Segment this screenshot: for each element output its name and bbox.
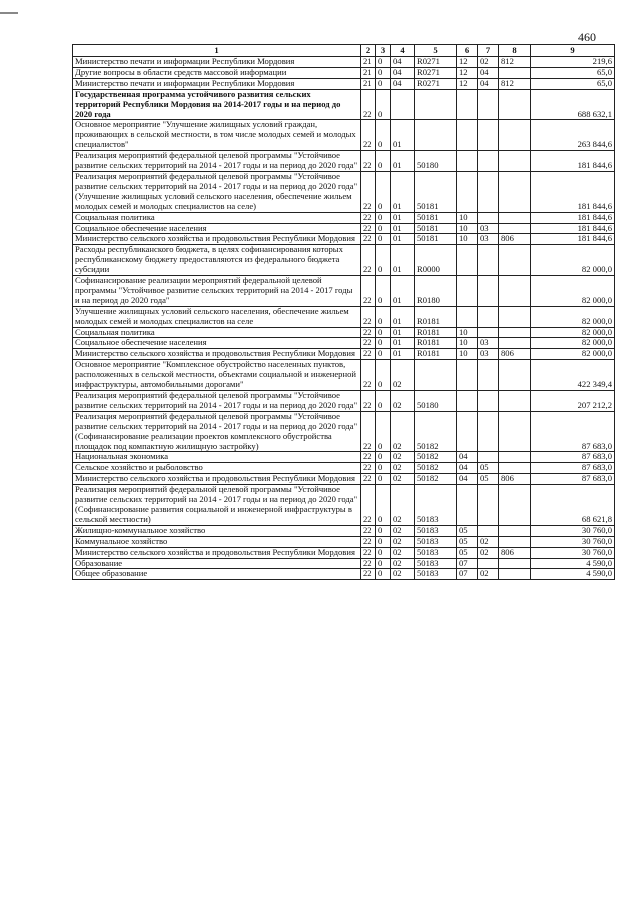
row-code-5: 50183 — [415, 525, 457, 536]
row-amount: 82 000,0 — [531, 327, 615, 338]
row-code-3: 0 — [376, 245, 391, 276]
row-code-5: 50183 — [415, 569, 457, 580]
row-code-7 — [478, 327, 499, 338]
row-code-6 — [457, 391, 478, 412]
row-code-6: 07 — [457, 558, 478, 569]
table-row — [73, 391, 615, 412]
row-name: Государственная программа устойчивого развития сельских территорий Республики Мордовия на 2014-2017 годы и на период до 2020 года — [73, 89, 361, 120]
row-code-5: R0181 — [415, 338, 457, 349]
row-code-7 — [478, 120, 499, 151]
row-code-6 — [457, 276, 478, 307]
row-amount: 4 590,0 — [531, 569, 615, 580]
row-amount: 87 683,0 — [531, 411, 615, 452]
row-code-5 — [415, 89, 457, 120]
scan-edge-mark — [0, 12, 18, 14]
row-code-5: 50183 — [415, 536, 457, 547]
row-code-2: 22 — [361, 558, 376, 569]
row-name: Основное мероприятие "Комплексное обустройство населенных пунктов, расположенных в сельской местности, объектами социальной и инженерной инфраструктуры, автомобильными дорогами" — [73, 360, 361, 391]
row-code-8 — [499, 558, 531, 569]
table-row — [73, 547, 615, 558]
row-code-7 — [478, 171, 499, 212]
row-code-6: 04 — [457, 452, 478, 463]
row-code-4: 01 — [391, 212, 415, 223]
row-code-7: 05 — [478, 463, 499, 474]
header-cell: 7 — [478, 45, 499, 57]
row-code-6 — [457, 485, 478, 526]
table-row — [73, 411, 615, 452]
row-code-7: 03 — [478, 349, 499, 360]
row-code-8 — [499, 569, 531, 580]
table-row — [73, 306, 615, 327]
row-code-6: 10 — [457, 212, 478, 223]
row-code-3: 0 — [376, 463, 391, 474]
row-code-3: 0 — [376, 569, 391, 580]
row-code-4: 01 — [391, 223, 415, 234]
row-code-4: 02 — [391, 452, 415, 463]
row-name: Социальное обеспечение населения — [73, 223, 361, 234]
row-code-2: 22 — [361, 536, 376, 547]
table-row — [73, 349, 615, 360]
row-amount: 30 760,0 — [531, 547, 615, 558]
row-code-3: 0 — [376, 525, 391, 536]
row-amount: 30 760,0 — [531, 525, 615, 536]
row-code-7 — [478, 151, 499, 172]
row-code-5 — [415, 120, 457, 151]
row-code-4: 02 — [391, 525, 415, 536]
table-row — [73, 78, 615, 89]
row-code-3: 0 — [376, 536, 391, 547]
row-code-7 — [478, 360, 499, 391]
row-code-3: 0 — [376, 558, 391, 569]
row-code-3: 0 — [376, 474, 391, 485]
row-code-7: 03 — [478, 234, 499, 245]
row-code-7 — [478, 391, 499, 412]
row-code-8 — [499, 536, 531, 547]
row-name: Реализация мероприятий федеральной целевой программы "Устойчивое развитие сельских территорий на 2014 - 2017 годы и на период до 2020 года" (Улучшение жилищных условий сельского населения, обеспечение жильем молодых семей и молодых специалистов на селе) — [73, 171, 361, 212]
row-code-4: 02 — [391, 411, 415, 452]
header-row — [73, 45, 615, 57]
row-code-2: 22 — [361, 360, 376, 391]
row-name: Социальное обеспечение населения — [73, 338, 361, 349]
row-code-2: 21 — [361, 57, 376, 68]
row-code-3: 0 — [376, 349, 391, 360]
row-code-6 — [457, 89, 478, 120]
row-code-3: 0 — [376, 67, 391, 78]
row-code-2: 22 — [361, 525, 376, 536]
row-code-2: 22 — [361, 338, 376, 349]
row-code-5: 50181 — [415, 234, 457, 245]
row-code-6: 10 — [457, 234, 478, 245]
row-name: Софинансирование реализации мероприятий федеральной целевой программы "Устойчивое развитие сельских территорий на 2014 - 2017 годы и на период до 2020 года" — [73, 276, 361, 307]
row-code-4: 02 — [391, 463, 415, 474]
row-amount: 68 621,8 — [531, 485, 615, 526]
row-code-8 — [499, 327, 531, 338]
row-code-5: R0271 — [415, 57, 457, 68]
row-code-5: 50182 — [415, 463, 457, 474]
row-code-8 — [499, 411, 531, 452]
row-code-2: 22 — [361, 89, 376, 120]
row-code-5: 50181 — [415, 171, 457, 212]
budget-table — [72, 44, 615, 580]
row-code-4: 01 — [391, 327, 415, 338]
row-code-2: 22 — [361, 452, 376, 463]
row-code-3: 0 — [376, 391, 391, 412]
row-code-3: 0 — [376, 171, 391, 212]
row-code-3: 0 — [376, 411, 391, 452]
row-code-7: 04 — [478, 78, 499, 89]
table-row — [73, 474, 615, 485]
row-code-2: 22 — [361, 171, 376, 212]
table-row — [73, 485, 615, 526]
row-code-2: 22 — [361, 474, 376, 485]
row-amount: 181 844,6 — [531, 212, 615, 223]
row-code-7 — [478, 452, 499, 463]
row-code-4: 02 — [391, 391, 415, 412]
row-code-2: 22 — [361, 212, 376, 223]
row-code-8 — [499, 360, 531, 391]
table-row — [73, 558, 615, 569]
row-code-2: 22 — [361, 349, 376, 360]
row-code-4: 01 — [391, 349, 415, 360]
row-amount: 4 590,0 — [531, 558, 615, 569]
table-row — [73, 463, 615, 474]
row-code-7: 03 — [478, 338, 499, 349]
row-code-2: 21 — [361, 78, 376, 89]
row-amount: 207 212,2 — [531, 391, 615, 412]
row-code-3: 0 — [376, 78, 391, 89]
row-code-2: 22 — [361, 306, 376, 327]
table-row — [73, 327, 615, 338]
table-row — [73, 569, 615, 580]
row-code-6: 05 — [457, 547, 478, 558]
table-row — [73, 223, 615, 234]
row-code-7: 03 — [478, 223, 499, 234]
row-code-5: R0181 — [415, 327, 457, 338]
row-name: Коммунальное хозяйство — [73, 536, 361, 547]
row-code-7 — [478, 89, 499, 120]
header-cell: 1 — [73, 45, 361, 57]
row-code-6 — [457, 120, 478, 151]
row-name: Другие вопросы в области средств массовой информации — [73, 67, 361, 78]
row-code-7: 02 — [478, 569, 499, 580]
row-code-8 — [499, 306, 531, 327]
row-amount: 30 760,0 — [531, 536, 615, 547]
row-code-2: 22 — [361, 569, 376, 580]
row-code-5: 50183 — [415, 558, 457, 569]
row-name: Реализация мероприятий федеральной целевой программы "Устойчивое развитие сельских территорий на 2014 - 2017 годы и на период до 2020 года" (Софинансирование реализации проектов комплексного обустройства площадок под компактную жилищную застройку) — [73, 411, 361, 452]
row-code-2: 22 — [361, 276, 376, 307]
row-code-4: 01 — [391, 245, 415, 276]
row-code-4: 01 — [391, 276, 415, 307]
row-code-3: 0 — [376, 57, 391, 68]
row-code-6: 10 — [457, 338, 478, 349]
row-amount: 82 000,0 — [531, 306, 615, 327]
row-name: Реализация мероприятий федеральной целевой программы "Устойчивое развитие сельских территорий на 2014 - 2017 годы и на период до 2020 года" — [73, 151, 361, 172]
row-code-4: 04 — [391, 67, 415, 78]
header-cell: 3 — [376, 45, 391, 57]
row-name: Улучшение жилищных условий сельского населения, обеспечение жильем молодых семей и молодых специалистов на селе — [73, 306, 361, 327]
page-number: 460 — [578, 30, 596, 44]
row-code-3: 0 — [376, 485, 391, 526]
row-code-6: 10 — [457, 349, 478, 360]
row-code-8 — [499, 245, 531, 276]
table-row — [73, 171, 615, 212]
row-code-3: 0 — [376, 276, 391, 307]
row-code-2: 22 — [361, 463, 376, 474]
row-code-7: 04 — [478, 67, 499, 78]
row-amount: 219,6 — [531, 57, 615, 68]
row-code-8 — [499, 171, 531, 212]
row-code-8 — [499, 463, 531, 474]
table-row — [73, 452, 615, 463]
row-code-6 — [457, 411, 478, 452]
row-amount: 82 000,0 — [531, 245, 615, 276]
row-amount: 688 632,1 — [531, 89, 615, 120]
row-code-4: 04 — [391, 78, 415, 89]
row-code-5: R0000 — [415, 245, 457, 276]
row-code-8 — [499, 452, 531, 463]
row-code-5: 50182 — [415, 474, 457, 485]
row-code-4: 02 — [391, 569, 415, 580]
row-code-8: 806 — [499, 234, 531, 245]
row-code-4: 01 — [391, 151, 415, 172]
table-row — [73, 338, 615, 349]
row-code-2: 22 — [361, 485, 376, 526]
row-code-2: 22 — [361, 223, 376, 234]
table-row — [73, 89, 615, 120]
row-amount: 87 683,0 — [531, 474, 615, 485]
row-code-3: 0 — [376, 327, 391, 338]
row-code-3: 0 — [376, 120, 391, 151]
row-code-5: 50182 — [415, 411, 457, 452]
row-code-7: 05 — [478, 474, 499, 485]
header-cell: 6 — [457, 45, 478, 57]
row-code-8 — [499, 338, 531, 349]
row-code-7 — [478, 525, 499, 536]
row-name: Образование — [73, 558, 361, 569]
row-code-5: R0180 — [415, 276, 457, 307]
row-amount: 181 844,6 — [531, 151, 615, 172]
row-code-3: 0 — [376, 306, 391, 327]
row-code-7 — [478, 306, 499, 327]
row-name: Министерство печати и информации Республики Мордовия — [73, 57, 361, 68]
table-row — [73, 525, 615, 536]
table-row — [73, 212, 615, 223]
row-code-7 — [478, 485, 499, 526]
row-name: Сельское хозяйство и рыболовство — [73, 463, 361, 474]
row-code-8 — [499, 151, 531, 172]
row-code-7 — [478, 212, 499, 223]
row-amount: 87 683,0 — [531, 452, 615, 463]
row-code-6 — [457, 306, 478, 327]
row-amount: 82 000,0 — [531, 276, 615, 307]
row-code-5: R0181 — [415, 349, 457, 360]
row-code-5: 50183 — [415, 485, 457, 526]
header-cell: 4 — [391, 45, 415, 57]
row-code-7: 02 — [478, 547, 499, 558]
header-cell: 9 — [531, 45, 615, 57]
row-name: Министерство сельского хозяйства и продовольствия Республики Мордовия — [73, 234, 361, 245]
row-code-6 — [457, 151, 478, 172]
header-cell: 2 — [361, 45, 376, 57]
row-code-2: 22 — [361, 547, 376, 558]
row-name: Социальная политика — [73, 212, 361, 223]
row-amount: 422 349,4 — [531, 360, 615, 391]
row-code-6: 12 — [457, 78, 478, 89]
row-code-3: 0 — [376, 223, 391, 234]
row-code-4: 02 — [391, 547, 415, 558]
row-code-6 — [457, 360, 478, 391]
row-code-8: 806 — [499, 474, 531, 485]
row-name: Реализация мероприятий федеральной целевой программы "Устойчивое развитие сельских территорий на 2014 - 2017 годы и на период до 2020 года" (Софинансирование развития социальной и инженерной инфраструктуры в сельской местности) — [73, 485, 361, 526]
row-code-2: 21 — [361, 67, 376, 78]
row-code-8 — [499, 89, 531, 120]
row-code-8: 812 — [499, 78, 531, 89]
row-code-4: 04 — [391, 57, 415, 68]
row-code-8 — [499, 276, 531, 307]
row-code-4 — [391, 89, 415, 120]
header-cell: 8 — [499, 45, 531, 57]
row-amount: 181 844,6 — [531, 234, 615, 245]
table-row — [73, 67, 615, 78]
row-amount: 87 683,0 — [531, 463, 615, 474]
row-code-4: 02 — [391, 536, 415, 547]
row-name: Министерство печати и информации Республики Мордовия — [73, 78, 361, 89]
row-code-7 — [478, 245, 499, 276]
row-name: Основное мероприятие "Улучшение жилищных условий граждан, проживающих в сельской местности, в том числе молодых семей и молодых специалистов" — [73, 120, 361, 151]
row-code-5: R0271 — [415, 78, 457, 89]
row-code-3: 0 — [376, 452, 391, 463]
row-code-4: 02 — [391, 558, 415, 569]
row-code-8 — [499, 223, 531, 234]
table-row — [73, 360, 615, 391]
row-code-8 — [499, 391, 531, 412]
row-name: Министерство сельского хозяйства и продовольствия Республики Мордовия — [73, 349, 361, 360]
row-code-8: 806 — [499, 547, 531, 558]
row-code-4: 01 — [391, 120, 415, 151]
row-code-4: 02 — [391, 360, 415, 391]
row-amount: 65,0 — [531, 78, 615, 89]
row-code-6: 04 — [457, 463, 478, 474]
row-code-8 — [499, 212, 531, 223]
row-code-4: 01 — [391, 306, 415, 327]
table-row — [73, 245, 615, 276]
row-code-5: 50180 — [415, 151, 457, 172]
row-code-5: R0271 — [415, 67, 457, 78]
table-row — [73, 536, 615, 547]
row-amount: 82 000,0 — [531, 349, 615, 360]
row-name: Министерство сельского хозяйства и продовольствия Республики Мордовия — [73, 474, 361, 485]
row-code-6: 05 — [457, 525, 478, 536]
row-code-3: 0 — [376, 360, 391, 391]
row-code-2: 22 — [361, 327, 376, 338]
row-code-7 — [478, 276, 499, 307]
row-code-6: 10 — [457, 327, 478, 338]
row-code-3: 0 — [376, 234, 391, 245]
row-code-2: 22 — [361, 151, 376, 172]
row-amount: 181 844,6 — [531, 223, 615, 234]
row-code-4: 01 — [391, 234, 415, 245]
row-amount: 181 844,6 — [531, 171, 615, 212]
row-code-8 — [499, 120, 531, 151]
row-code-2: 22 — [361, 391, 376, 412]
row-name: Министерство сельского хозяйства и продовольствия Республики Мордовия — [73, 547, 361, 558]
row-code-2: 22 — [361, 234, 376, 245]
row-code-8: 806 — [499, 349, 531, 360]
row-code-5: 50181 — [415, 223, 457, 234]
row-code-3: 0 — [376, 547, 391, 558]
row-code-5: 50183 — [415, 547, 457, 558]
row-code-2: 22 — [361, 411, 376, 452]
row-code-6: 07 — [457, 569, 478, 580]
row-code-6: 10 — [457, 223, 478, 234]
row-name: Общее образование — [73, 569, 361, 580]
row-code-4: 01 — [391, 171, 415, 212]
row-code-4: 01 — [391, 338, 415, 349]
row-code-8: 812 — [499, 57, 531, 68]
row-name: Расходы республиканского бюджета, в целях софинансирования которых республиканскому бюджету предоставляются из федерального бюджета субсидии — [73, 245, 361, 276]
row-code-2: 22 — [361, 120, 376, 151]
row-code-6 — [457, 245, 478, 276]
row-code-6 — [457, 171, 478, 212]
row-name: Национальная экономика — [73, 452, 361, 463]
header-cell: 5 — [415, 45, 457, 57]
row-code-5 — [415, 360, 457, 391]
row-amount: 82 000,0 — [531, 338, 615, 349]
row-code-7 — [478, 411, 499, 452]
row-amount: 263 844,6 — [531, 120, 615, 151]
row-code-8 — [499, 525, 531, 536]
row-code-4: 02 — [391, 474, 415, 485]
table-row — [73, 57, 615, 68]
row-code-5: 50181 — [415, 212, 457, 223]
table-row — [73, 151, 615, 172]
row-code-5: 50182 — [415, 452, 457, 463]
row-code-5: R0181 — [415, 306, 457, 327]
row-code-3: 0 — [376, 212, 391, 223]
row-amount: 65,0 — [531, 67, 615, 78]
table-body — [73, 57, 615, 580]
row-code-5: 50180 — [415, 391, 457, 412]
row-code-6: 12 — [457, 67, 478, 78]
row-code-7: 02 — [478, 536, 499, 547]
row-code-2: 22 — [361, 245, 376, 276]
row-code-6: 05 — [457, 536, 478, 547]
row-name: Реализация мероприятий федеральной целевой программы "Устойчивое развитие сельских территорий на 2014 - 2017 годы и на период до 2020 года" — [73, 391, 361, 412]
row-name: Жилищно-коммунальное хозяйство — [73, 525, 361, 536]
row-code-3: 0 — [376, 338, 391, 349]
row-code-3: 0 — [376, 89, 391, 120]
table-row — [73, 234, 615, 245]
row-code-7 — [478, 558, 499, 569]
row-code-8 — [499, 485, 531, 526]
row-code-7: 02 — [478, 57, 499, 68]
row-code-3: 0 — [376, 151, 391, 172]
table-row — [73, 276, 615, 307]
row-code-6: 04 — [457, 474, 478, 485]
row-code-6: 12 — [457, 57, 478, 68]
row-code-4: 02 — [391, 485, 415, 526]
row-name: Социальная политика — [73, 327, 361, 338]
row-code-8 — [499, 67, 531, 78]
table-row — [73, 120, 615, 151]
